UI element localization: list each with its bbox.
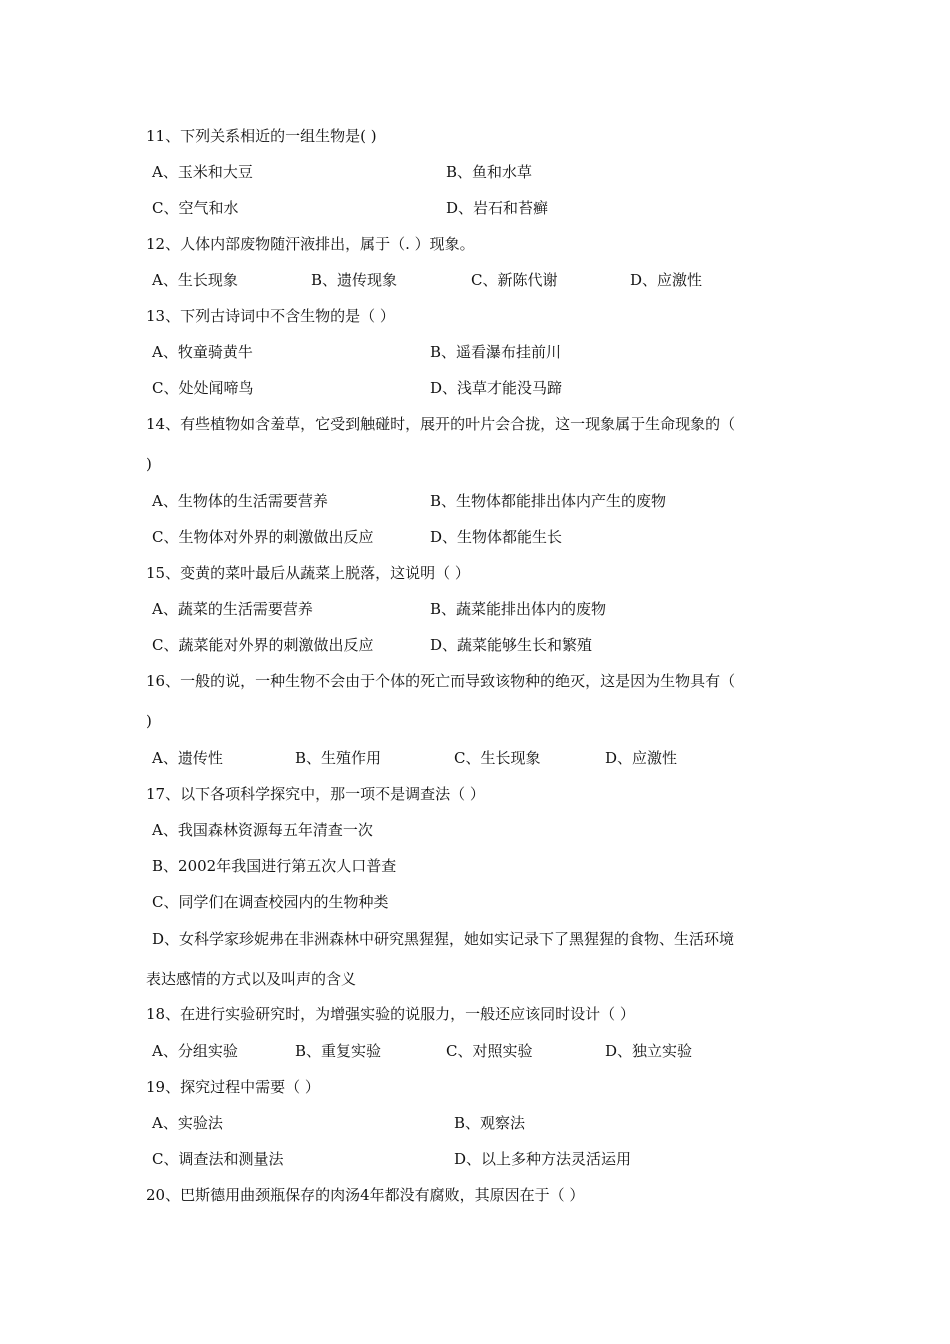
question-17-option-c: C、同学们在调查校园内的生物种类 [152, 893, 389, 911]
question-12-option-d: D、应激性 [630, 271, 703, 289]
question-16-option-a: A、遗传性 [152, 749, 223, 767]
question-12-option-a: A、生长现象 [152, 271, 238, 289]
question-14-stem-continued: ) [146, 455, 152, 473]
question-17-option-d: D、女科学家珍妮弗在非洲森林中研究黑猩猩，她如实记录下了黑猩猩的食物、生活环境 [152, 930, 735, 948]
question-12-option-b: B、遗传现象 [311, 271, 398, 289]
question-15-stem: 15、变黄的菜叶最后从蔬菜上脱落，这说明（ ） [146, 564, 470, 582]
question-11-option-a: A、玉米和大豆 [152, 163, 253, 181]
question-18-stem: 18、在进行实验研究时，为增强实验的说服力，一般还应该同时设计（ ） [146, 1005, 635, 1023]
question-14-stem: 14、有些植物如含羞草，它受到触碰时，展开的叶片会合拢，这一现象属于生命现象的（ [146, 415, 736, 433]
question-19-stem: 19、探究过程中需要（ ） [146, 1078, 320, 1096]
question-15-option-d: D、蔬菜能够生长和繁殖 [430, 636, 593, 654]
question-18-option-b: B、重复实验 [295, 1042, 382, 1060]
question-17-option-d-continued: 表达感情的方式以及叫声的含义 [146, 970, 357, 988]
question-19-option-a: A、实验法 [152, 1114, 223, 1132]
question-14-option-b: B、生物体都能排出体内产生的废物 [430, 492, 667, 510]
question-16-option-c: C、生长现象 [454, 749, 541, 767]
question-14-option-a: A、生物体的生活需要营养 [152, 492, 328, 510]
question-15-option-c: C、蔬菜能对外界的刺激做出反应 [152, 636, 374, 654]
question-19-option-b: B、观察法 [454, 1114, 526, 1132]
question-13-option-d: D、浅草才能没马蹄 [430, 379, 563, 397]
question-12-stem: 12、人体内部废物随汗液排出，属于（. ）现象。 [146, 235, 475, 253]
question-19-option-d: D、以上多种方法灵活运用 [454, 1150, 632, 1168]
question-11-stem: 11、下列关系相近的一组生物是( ) [146, 127, 377, 145]
question-11-option-c: C、空气和水 [152, 199, 239, 217]
question-16-stem-continued: ) [146, 712, 152, 730]
question-13-option-a: A、牧童骑黄牛 [152, 343, 253, 361]
question-17-option-b: B、2002年我国进行第五次人口普查 [152, 857, 397, 875]
question-18-option-a: A、分组实验 [152, 1042, 238, 1060]
question-11-option-b: B、鱼和水草 [446, 163, 533, 181]
question-13-option-b: B、遥看瀑布挂前川 [430, 343, 562, 361]
question-17-option-a: A、我国森林资源每五年清查一次 [152, 821, 373, 839]
question-16-option-b: B、生殖作用 [295, 749, 382, 767]
question-11-option-d: D、岩石和苔癣 [446, 199, 549, 217]
question-20-stem: 20、巴斯德用曲颈瓶保存的肉汤4年都没有腐败，其原因在于（ ） [146, 1186, 585, 1204]
question-15-option-b: B、蔬菜能排出体内的废物 [430, 600, 607, 618]
question-12-option-c: C、新陈代谢 [471, 271, 558, 289]
question-14-option-c: C、生物体对外界的刺激做出反应 [152, 528, 374, 546]
question-13-option-c: C、处处闻啼鸟 [152, 379, 254, 397]
question-18-option-c: C、对照实验 [446, 1042, 533, 1060]
question-13-stem: 13、下列古诗词中不含生物的是（ ） [146, 307, 395, 325]
question-17-stem: 17、以下各项科学探究中，那一项不是调查法（ ） [146, 785, 485, 803]
question-14-option-d: D、生物体都能生长 [430, 528, 563, 546]
question-19-option-c: C、调查法和测量法 [152, 1150, 284, 1168]
question-18-option-d: D、独立实验 [605, 1042, 693, 1060]
question-15-option-a: A、蔬菜的生活需要营养 [152, 600, 313, 618]
question-16-option-d: D、应激性 [605, 749, 678, 767]
question-16-stem: 16、一般的说，一种生物不会由于个体的死亡而导致该物种的绝灭，这是因为生物具有（ [146, 672, 736, 690]
